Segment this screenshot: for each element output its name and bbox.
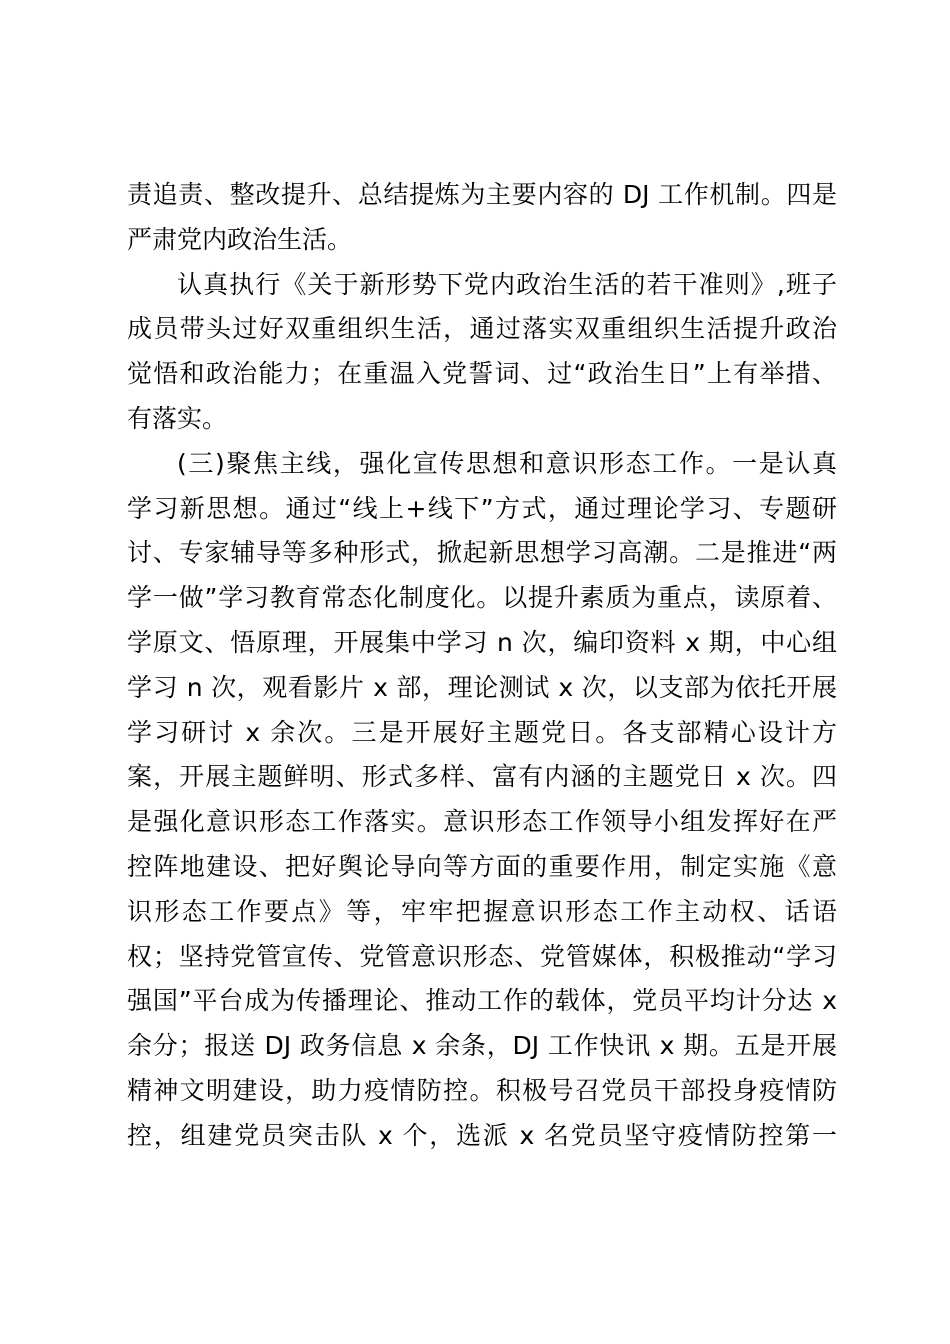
text-line: 成员带头过好双重组织生活，通过落实双重组织生活提升政治: [127, 314, 837, 344]
text-line: 学一做”学习教育常态化制度化。以提升素质为重点，读原着、: [127, 583, 837, 613]
text-line: 学原文、悟原理，开展集中学习 n 次，编印资料 x 期，中心组: [127, 627, 837, 657]
text-line: 控阵地建设、把好舆论导向等方面的重要作用，制定实施《意: [127, 851, 837, 881]
text-line: 控，组建党员突击队 x 个，选派 x 名党员坚守疫情防控第一: [127, 1120, 837, 1150]
text-line: 权；坚持党管宣传、党管意识形态、党管媒体，积极推动“学习: [127, 941, 837, 971]
text-line: 讨、专家辅导等多种形式，掀起新思想学习高潮。二是推进“两: [127, 538, 837, 568]
text-line: 学习研讨 x 余次。三是开展好主题党日。各支部精心设计方: [127, 717, 837, 747]
text-line: 案，开展主题鲜明、形式多样、富有内涵的主题党日 x 次。四: [127, 762, 837, 792]
text-line: 责追责、整改提升、总结提炼为主要内容的 DJ 工作机制。四是: [127, 180, 837, 209]
text-line: 是强化意识形态工作落实。意识形态工作领导小组发挥好在严: [127, 807, 837, 837]
text-line: 严肃党内政治生活。: [127, 224, 353, 254]
text-line: 强国”平台成为传播理论、推动工作的载体，党员平均计分达 x: [127, 986, 837, 1016]
text-line: 余分；报送 DJ 政务信息 x 余条，DJ 工作快讯 x 期。五是开展: [127, 1031, 837, 1061]
text-line: 学习 n 次，观看影片 x 部，理论测试 x 次，以支部为依托开展: [127, 672, 837, 702]
text-line: 觉悟和政治能力；在重温入党誓词、过“政治生日”上有举措、: [127, 359, 837, 389]
text-line: 精神文明建设，助力疫情防控。积极号召党员干部投身疫情防: [127, 1075, 837, 1105]
paragraph-first-line: 认真执行《关于新形势下党内政治生活的若干准则》,班子: [177, 269, 837, 299]
text-line: 学习新思想。通过“线上+线下”方式，通过理论学习、专题研: [127, 493, 837, 523]
paragraph-first-line: (三)聚焦主线，强化宣传思想和意识形态工作。一是认真: [177, 448, 837, 478]
text-line: 识形态工作要点》等，牢牢把握意识形态工作主动权、话语: [127, 896, 837, 926]
body-text: [127, 173, 837, 1159]
text-line: 有落实。: [127, 403, 228, 433]
